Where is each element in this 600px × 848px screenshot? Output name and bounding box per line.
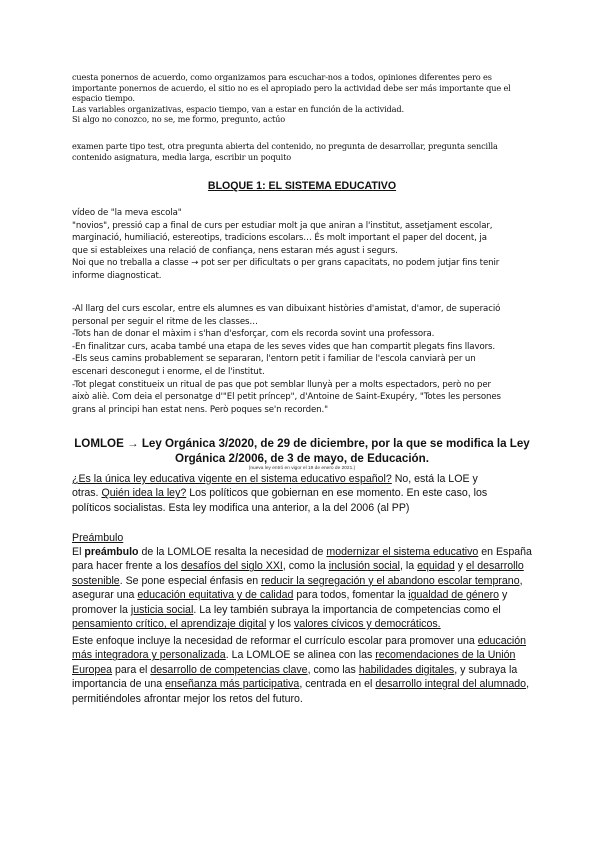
answer-text: otras. bbox=[72, 487, 102, 500]
underlined-term: justicia social bbox=[130, 603, 194, 616]
text-run: y promover la bbox=[72, 589, 508, 616]
text-line: -Tots han de donar el màxim i s'han d'esforçar, com els recorda sovint una professora. bbox=[72, 329, 435, 340]
text-run: para el bbox=[112, 663, 151, 676]
underlined-term: igualdad de género bbox=[408, 589, 500, 602]
text-run: para todos, fomentar la bbox=[293, 589, 409, 602]
underlined-term: desarrollo integral del alumnado bbox=[375, 678, 527, 691]
underlined-term: habilidades digitales bbox=[358, 663, 455, 676]
text-line: -Tot plegat constitueix un ritual de pas que pot semblar llunyà per a molts espectadors, però no per bbox=[72, 379, 491, 390]
text-line: grans al principi han estat nens. Però poques se'n recorden." bbox=[72, 404, 329, 415]
text-line: escenari desconegut i enorme, el de l'institut. bbox=[72, 366, 265, 377]
underlined-term: recomendaciones de la Unión Europea bbox=[72, 649, 516, 676]
question-text: ¿Es la única ley educativa vigente en el sistema educativo español? bbox=[72, 473, 392, 485]
text-run: y bbox=[454, 560, 467, 573]
preambulo-paragraph-1 bbox=[72, 545, 532, 631]
text-run: . Se pone especial énfasis en bbox=[119, 574, 262, 587]
note-line: importante ponernos de acuerdo, el sitio no es el apropiado pero la actividad debe ser más importante que el bbox=[72, 82, 511, 93]
exam-notes bbox=[72, 141, 532, 162]
preambulo-heading: Preámbulo bbox=[72, 532, 124, 544]
underlined-term: desarrollo de competencias clave bbox=[150, 663, 308, 676]
lomloe-note: (nueva ley entró en vigor el 19 de enero de 2021.) bbox=[248, 466, 356, 471]
text-run: y los bbox=[266, 618, 295, 631]
text-line: "novios", pressió cap a final de curs per estudiar molt ja que aniran a l'institut, assetjament escolar, bbox=[72, 220, 493, 231]
text-line: Noi que no treballa a classe → pot ser per dificultats o per grans capacitats, no podem jutjar fins tenir bbox=[72, 258, 500, 269]
text-line: vídeo de "la meva escola" bbox=[72, 208, 182, 218]
question-text: Quién idea la ley? bbox=[101, 487, 187, 500]
text-run: en España para hacer frente a los bbox=[72, 546, 532, 573]
text-line: -Els seus camins probablement se separaran, l'entorn petit i familiar de l'escola canviarà per un bbox=[72, 354, 476, 365]
answer-text: políticos socialistas. Esta ley modifica una anterior, a la del 2006 (al PP) bbox=[72, 501, 410, 514]
lomloe-title bbox=[72, 436, 532, 466]
text-run: , centrada en el bbox=[299, 678, 376, 691]
preambulo-paragraph-2 bbox=[72, 634, 532, 706]
text-line: -Al llarg del curs escolar, entre els alumnes es van dibuixant històries d'amistat, d'amor, de superació bbox=[72, 304, 501, 314]
text-line: informe diagnosticat. bbox=[72, 270, 162, 281]
underlined-term: educación más integradora y personalizada bbox=[72, 635, 527, 662]
underlined-term: valores cívicos y democráticos. bbox=[294, 618, 441, 631]
text-run: , la bbox=[400, 560, 418, 573]
text-run: de la LOMLOE resalta la necesidad de bbox=[138, 546, 327, 558]
lomloe-title-line: Orgánica 2/2006, de 3 de mayo, de Educación. bbox=[175, 452, 429, 465]
bold-term: preámbulo bbox=[84, 546, 139, 558]
text-line: això aliè. Com deia el personatge d'"El petit príncep", d'Antoine de Saint-Exupéry, "Totes les persones bbox=[72, 392, 501, 403]
note-line: espacio tiempo. bbox=[72, 93, 135, 104]
text-run: , asegurar una bbox=[72, 574, 523, 602]
underlined-term: educación equitativa y de calidad bbox=[137, 589, 294, 602]
handwritten-notes bbox=[72, 72, 532, 125]
underlined-term: inclusión social bbox=[328, 560, 401, 573]
text-run: . La LOMLOE se alinea con las bbox=[225, 649, 376, 662]
qa-paragraph bbox=[72, 472, 532, 515]
note-line: cuesta ponernos de acuerdo, como organizamos para escuchar-nos a todos, opiniones diferentes pero es bbox=[72, 72, 492, 82]
text-run: , permitiéndoles afrontar mejor los retos del futuro. bbox=[72, 678, 530, 705]
bloque-title: BLOQUE 1: EL SISTEMA EDUCATIVO bbox=[207, 180, 397, 192]
note-line: Las variables organizativas, espacio tiempo, van a estar en función de la actividad. bbox=[72, 103, 404, 114]
underlined-term: equidad bbox=[417, 560, 455, 573]
text-run: , como las bbox=[307, 663, 359, 676]
text-run: Este enfoque incluye la necesidad de reformar el currículo escolar para promover una bbox=[72, 635, 478, 647]
underlined-term: reducir la segregación y el abandono escolar temprano bbox=[261, 574, 520, 587]
story-notes bbox=[72, 303, 532, 416]
note-line: examen parte tipo test, otra pregunta abierta del contenido, no pregunta de desarrollar, pregunta sencilla bbox=[72, 141, 498, 151]
note-line: Si algo no conozco, no se, me formo, pregunto, actúo bbox=[72, 114, 286, 125]
text-run: El bbox=[72, 546, 85, 558]
answer-text: Los políticos que gobiernan en ese momento. En este caso, los bbox=[186, 487, 488, 500]
text-line: marginació, humiliació, estereotips, tradicions escolars… És molt important el paper del docent, ja bbox=[72, 233, 487, 244]
text-run: . La ley también subraya la importancia de competencias como el bbox=[193, 603, 501, 616]
text-run: , como la bbox=[282, 560, 329, 573]
underlined-term: desafíos del siglo XXI bbox=[180, 560, 283, 573]
underlined-term: enseñanza más participativa bbox=[165, 678, 300, 691]
underlined-term: modernizar el sistema educativo bbox=[326, 546, 479, 558]
text-line: personal per seguir el ritme de les classes… bbox=[72, 316, 258, 327]
text-line: -En finalitzar curs, acaba també una etapa de les seves vides que han compartit plegats fins llavors. bbox=[72, 341, 496, 352]
answer-text: No, está la LOE y bbox=[391, 473, 478, 485]
text-line: que si estableixes una relació de confiança, nens estaran més agust i segurs. bbox=[72, 245, 398, 256]
note-line: contenido asignatura, media larga, escribir un poquito bbox=[72, 151, 292, 162]
lomloe-title-line: LOMLOE → Ley Orgánica 3/2020, de 29 de diciembre, por la que se modifica la Ley bbox=[74, 437, 530, 450]
underlined-term: el desarrollo sostenible bbox=[72, 560, 524, 587]
video-notes bbox=[72, 207, 532, 283]
text-run: , y subraya la importancia de una bbox=[72, 663, 518, 691]
underlined-term: pensamiento crítico, el aprendizaje digital bbox=[72, 618, 267, 631]
